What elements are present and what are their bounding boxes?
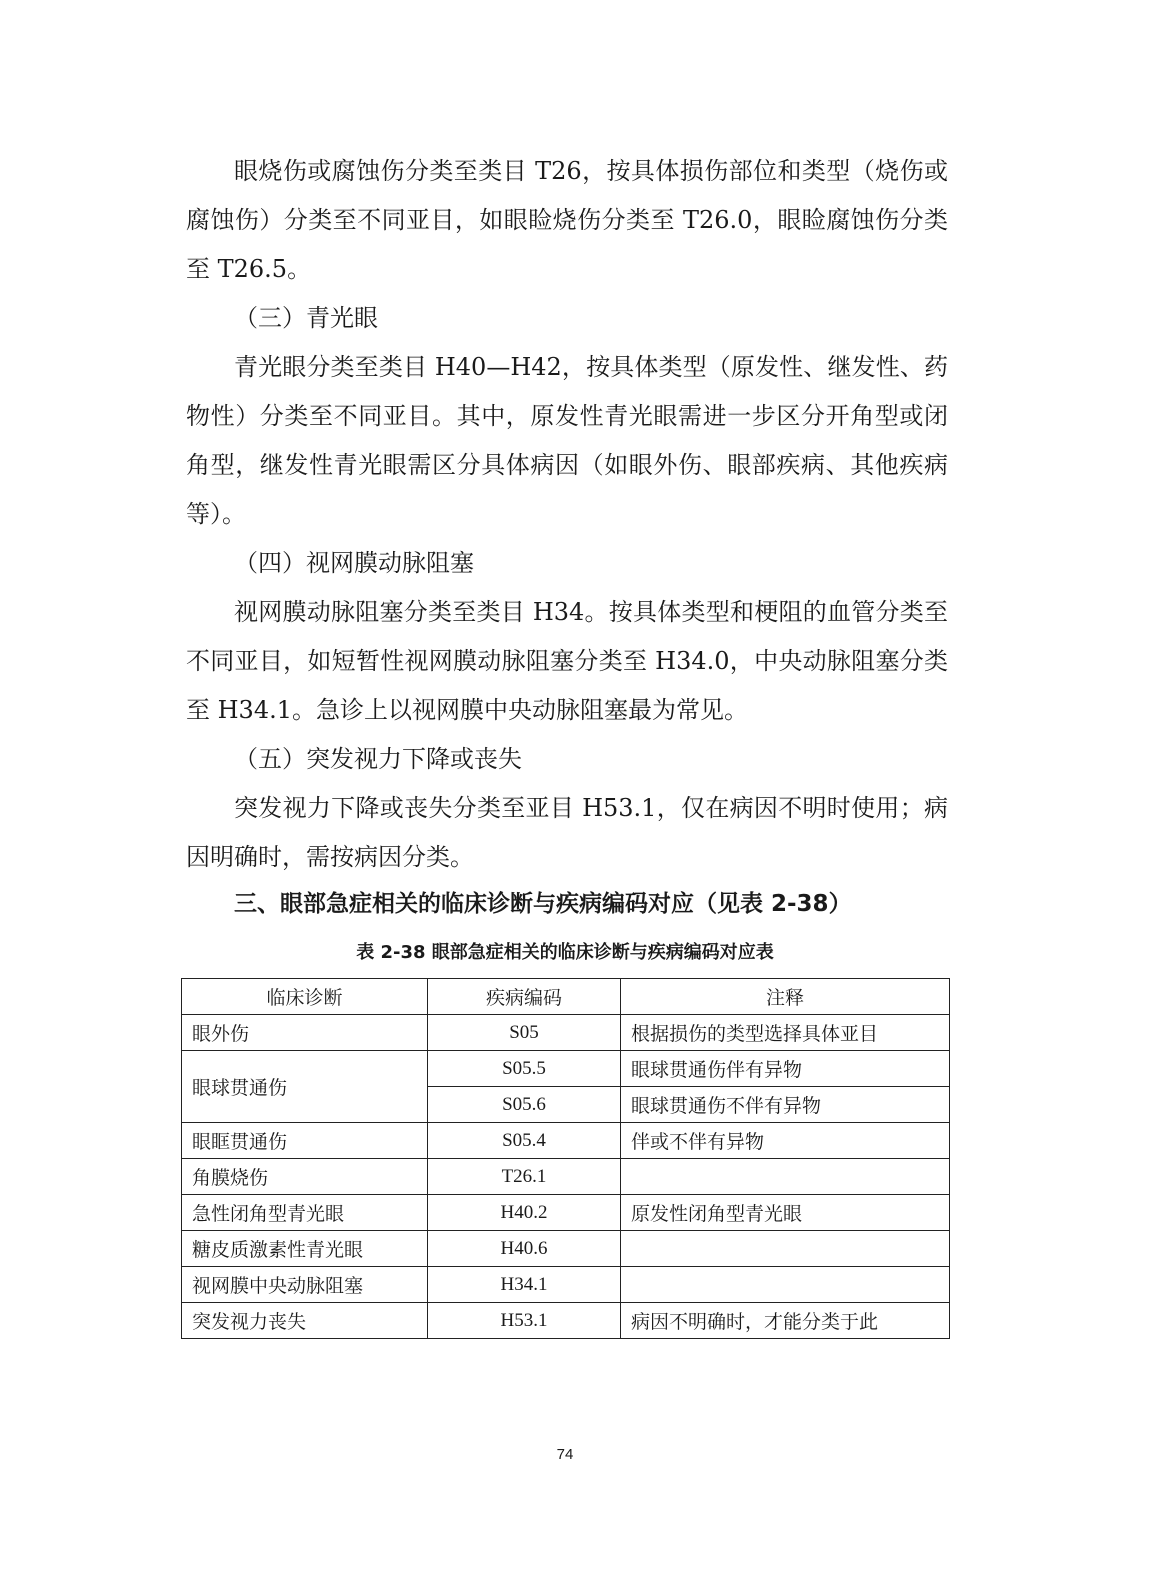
diagnosis-cell: 眼球贯通伤: [182, 1051, 428, 1123]
note-cell: 伴或不伴有异物: [621, 1123, 950, 1159]
code-cell: H34.1: [428, 1267, 621, 1303]
paragraph-line: 因明确时，需按病因分类。: [186, 843, 474, 871]
paragraph-line: 物性）分类至不同亚目。其中，原发性青光眼需进一步区分开角型或闭: [186, 402, 948, 430]
note-cell: [621, 1159, 950, 1195]
table-row: [182, 1303, 950, 1339]
diagnosis-code-table: [181, 978, 950, 1339]
table-row: [182, 1195, 950, 1231]
paragraph-line: 眼烧伤或腐蚀伤分类至类目 T26，按具体损伤部位和类型（烧伤或: [234, 157, 948, 185]
table-row: [182, 1267, 950, 1303]
table-header-row: [182, 979, 950, 1015]
note-cell: 原发性闭角型青光眼: [621, 1195, 950, 1231]
table-caption: 表 2-38 眼部急症相关的临床诊断与疾病编码对应表: [356, 942, 774, 963]
header-diagnosis: 临床诊断: [182, 979, 428, 1015]
table-row: [182, 1231, 950, 1267]
paragraph-line: 角型，继发性青光眼需区分具体病因（如眼外伤、眼部疾病、其他疾病: [186, 451, 948, 479]
note-cell: [621, 1267, 950, 1303]
note-cell: 根据损伤的类型选择具体亚目: [621, 1015, 950, 1051]
subheading-glaucoma: （三）青光眼: [234, 304, 378, 332]
diagnosis-cell: 角膜烧伤: [182, 1159, 428, 1195]
code-cell: H40.2: [428, 1195, 621, 1231]
code-cell: S05.4: [428, 1123, 621, 1159]
paragraph-line: 青光眼分类至类目 H40—H42，按具体类型（原发性、继发性、药: [234, 353, 948, 381]
table-row: [182, 1123, 950, 1159]
code-cell: T26.1: [428, 1159, 621, 1195]
diagnosis-cell: 眼眶贯通伤: [182, 1123, 428, 1159]
paragraph-line: 至 T26.5。: [186, 255, 312, 283]
paragraph-line: 等）。: [186, 500, 246, 528]
diagnosis-cell: 视网膜中央动脉阻塞: [182, 1267, 428, 1303]
subheading-sudden-vision-loss: （五）突发视力下降或丧失: [234, 745, 522, 773]
note-cell: 眼球贯通伤不伴有异物: [621, 1087, 950, 1123]
paragraph-line: 至 H34.1。急诊上以视网膜中央动脉阻塞最为常见。: [186, 696, 748, 724]
note-cell: [621, 1231, 950, 1267]
diagnosis-cell: 急性闭角型青光眼: [182, 1195, 428, 1231]
diagnosis-cell: 突发视力丧失: [182, 1303, 428, 1339]
code-cell: H40.6: [428, 1231, 621, 1267]
table-row: [182, 1159, 950, 1195]
code-cell: S05.6: [428, 1087, 621, 1123]
section-heading: 三、眼部急症相关的临床诊断与疾病编码对应（见表 2-38）: [234, 891, 852, 917]
subheading-retinal-artery-occlusion: （四）视网膜动脉阻塞: [234, 549, 474, 577]
paragraph-line: 视网膜动脉阻塞分类至类目 H34。按具体类型和梗阻的血管分类至: [234, 598, 948, 626]
paragraph-line: 突发视力下降或丧失分类至亚目 H53.1，仅在病因不明时使用；病: [234, 794, 948, 822]
code-cell: S05.5: [428, 1051, 621, 1087]
note-cell: 病因不明确时，才能分类于此: [621, 1303, 950, 1339]
diagnosis-cell: 眼外伤: [182, 1015, 428, 1051]
page-number: 74: [556, 1446, 574, 1463]
table-row: [182, 1015, 950, 1051]
code-cell: S05: [428, 1015, 621, 1051]
note-cell: 眼球贯通伤伴有异物: [621, 1051, 950, 1087]
table-row: [182, 1051, 950, 1087]
paragraph-line: 不同亚目，如短暂性视网膜动脉阻塞分类至 H34.0，中央动脉阻塞分类: [186, 647, 948, 675]
code-cell: H53.1: [428, 1303, 621, 1339]
paragraph-line: 腐蚀伤）分类至不同亚目，如眼睑烧伤分类至 T26.0，眼睑腐蚀伤分类: [186, 206, 948, 234]
header-code: 疾病编码: [428, 979, 621, 1015]
diagnosis-cell: 糖皮质激素性青光眼: [182, 1231, 428, 1267]
header-notes: 注释: [621, 979, 950, 1015]
